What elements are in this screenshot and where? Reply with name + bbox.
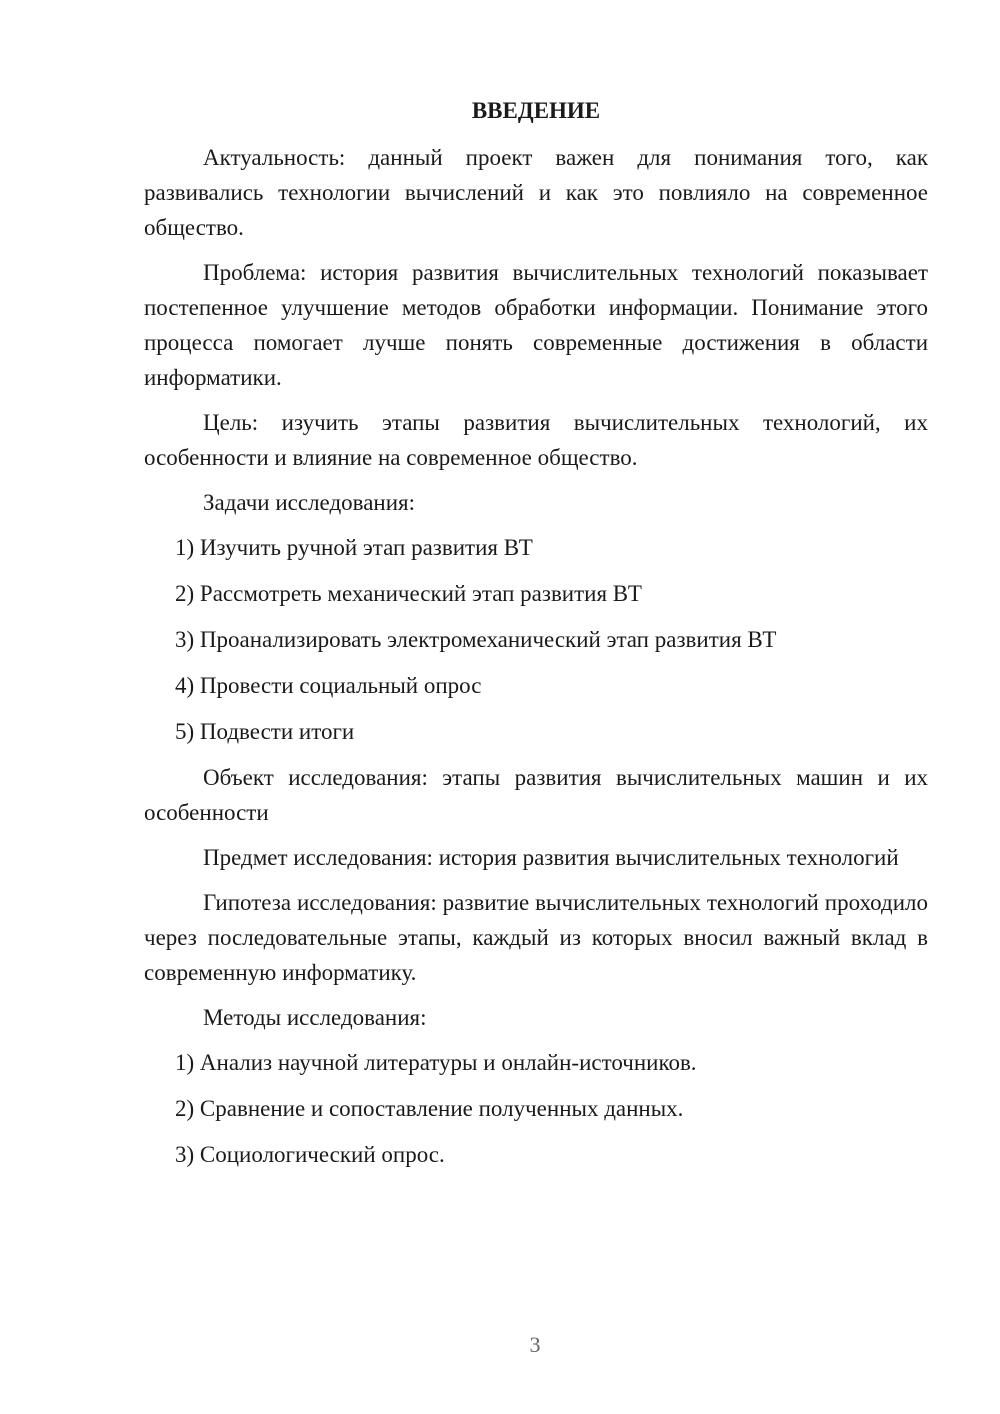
relevance-paragraph: Актуальность: данный проект важен для понимания того, как развивались технологии вычислений и как это повлияло на современное общество. [144, 145, 928, 240]
list-item: 1) Анализ научной литературы и онлайн-источников. [175, 1050, 697, 1075]
goal-paragraph: Цель: изучить этапы развития вычислительных технологий, их особенности и влияние на современное общество. [144, 410, 928, 470]
tasks-heading: Задачи исследования: [203, 490, 416, 515]
object-paragraph: Объект исследования: этапы развития вычислительных машин и их особенности [144, 765, 928, 825]
methods-heading: Методы исследования: [203, 1005, 427, 1030]
list-item: 5) Подвести итоги [175, 719, 355, 744]
page-number: 3 [529, 1332, 541, 1357]
section-title: ВВЕДЕНИЕ [471, 98, 601, 123]
subject-paragraph: Предмет исследования: история развития вычислительных технологий [203, 845, 899, 870]
hypothesis-paragraph: Гипотеза исследования: развитие вычислительных технологий проходило через последовательные этапы, каждый из которых вносил важный вклад в современную информатику. [144, 890, 928, 985]
page-content [144, 93, 928, 1183]
list-item: 3) Социологический опрос. [175, 1142, 445, 1167]
problem-paragraph: Проблема: история развития вычислительных технологий показывает постепенное улучшение методов обработки информации. Понимание этого процесса помогает лучше понять современные достижения в области информатики. [144, 260, 928, 390]
list-item: 1) Изучить ручной этап развития ВТ [175, 535, 533, 560]
tasks-list [144, 530, 928, 749]
methods-list [144, 1045, 928, 1172]
list-item: 2) Сравнение и сопоставление полученных данных. [175, 1096, 684, 1121]
list-item: 4) Провести социальный опрос [175, 673, 482, 698]
list-item: 3) Проанализировать электромеханический этап развития ВТ [175, 627, 777, 652]
list-item: 2) Рассмотреть механический этап развития ВТ [175, 581, 642, 606]
